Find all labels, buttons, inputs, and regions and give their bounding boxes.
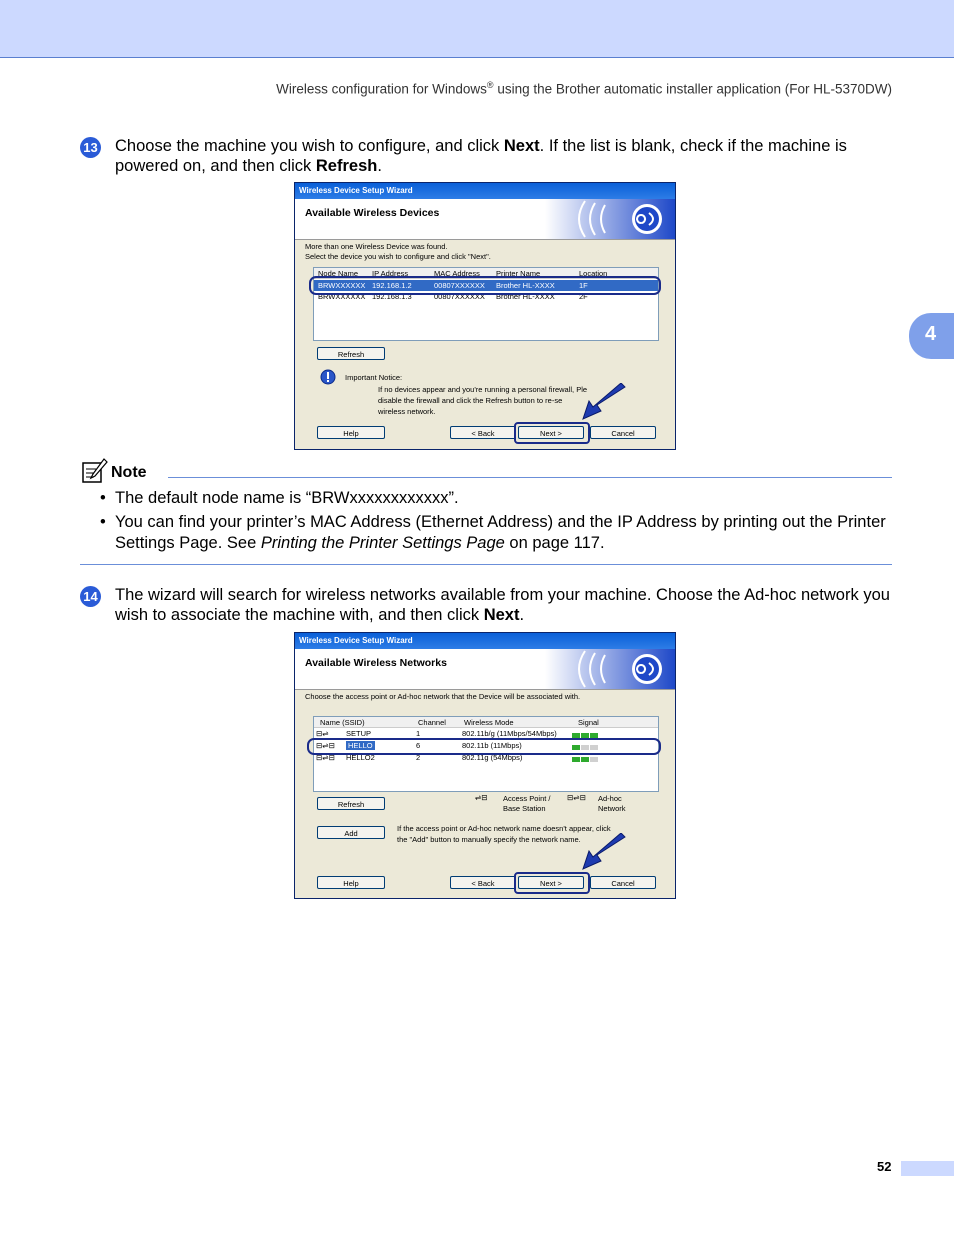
refresh-button[interactable]: Refresh — [317, 797, 385, 810]
intro-line-1: More than one Wireless Device was found. — [305, 242, 448, 251]
dialog-title-bar: Wireless Device Setup Wizard — [295, 183, 675, 199]
dialog-header — [295, 199, 675, 240]
dialog-heading: Available Wireless Networks — [305, 657, 447, 669]
arrow-pointer-icon — [577, 383, 629, 423]
legend-base-station: Base Station — [503, 804, 546, 813]
intro-line-2: Select the device you wish to configure and click "Next". — [305, 252, 491, 261]
chapter-number: 4 — [925, 323, 937, 345]
dialog-title-bar: Wireless Device Setup Wizard — [295, 633, 675, 649]
highlight-ring — [307, 738, 661, 755]
next-button[interactable]: Next > — [518, 426, 584, 439]
bold-next: Next — [483, 605, 520, 624]
column-ssid[interactable]: Name (SSID) — [320, 718, 365, 727]
network-row[interactable]: ⊟⇌ SETUP 1 802.11b/g (11Mbps/54Mbps) — [314, 728, 658, 739]
hint-line-1: If the access point or Ad-hoc network name doesn't appear, click — [397, 824, 611, 833]
refresh-button[interactable]: Refresh — [317, 347, 385, 360]
network-list-header — [314, 717, 658, 728]
column-ip-address[interactable]: IP Address — [372, 269, 409, 278]
wireless-logo-icon — [545, 199, 675, 239]
column-signal[interactable]: Signal — [578, 718, 599, 727]
legend-network: Network — [598, 804, 626, 813]
running-header-text: Wireless configuration for Windows — [276, 81, 487, 97]
column-wireless-mode[interactable]: Wireless Mode — [464, 718, 514, 727]
page-number-bar — [901, 1161, 954, 1176]
running-header-text-2: using the Brother automatic installer application (For HL-5370DW) — [493, 81, 892, 97]
next-button-ring — [514, 422, 590, 444]
device-row-selected[interactable]: BRWXXXXXX 192.168.1.2 00807XXXXXX Brother HL-XXXX 1F — [314, 280, 658, 291]
dialog-header — [295, 649, 675, 690]
bold-refresh: Refresh — [315, 156, 378, 175]
page-number: 52 — [877, 1159, 892, 1174]
legend-access-point: Access Point / — [503, 794, 551, 803]
chapter-tab — [909, 313, 954, 359]
cancel-button[interactable]: Cancel — [590, 876, 656, 889]
back-button[interactable]: < Back — [450, 426, 516, 439]
note-header — [80, 458, 892, 480]
notice-title: Important Notice: — [345, 373, 403, 382]
running-header — [276, 80, 892, 97]
notice-line-3: wireless network. — [378, 407, 436, 416]
adhoc-network-icon: ⊟⇌⊟ — [316, 741, 335, 750]
legend-adhoc: Ad-hoc — [598, 794, 622, 803]
wireless-logo-icon — [545, 649, 675, 689]
column-node-name[interactable]: Node Name — [318, 269, 359, 278]
device-row[interactable]: BRWXXXXXX 192.168.1.3 00807XXXXXX Brother HL-XXXX 2F — [318, 292, 588, 301]
help-button[interactable]: Help — [317, 426, 385, 439]
step-13-text: Choose the machine you wish to configure, and click Next. If the list is blank, check if the machine is powered on, and then click Refresh. — [115, 137, 847, 175]
note-item: • The default node name is “BRWxxxxxxxxxxxx”. — [100, 488, 890, 510]
note-label: Note — [111, 464, 147, 481]
access-point-icon: ⊟⇌ — [316, 729, 329, 738]
step-number-14: 14 — [80, 586, 101, 607]
step-number-13: 13 — [80, 137, 101, 158]
registered-mark: ® — [486, 80, 494, 90]
adhoc-network-icon: ⊟⇌⊟ — [316, 753, 335, 762]
cross-reference-link[interactable]: Printing the Printer Settings Page — [260, 534, 505, 552]
next-button[interactable]: Next > — [518, 876, 584, 889]
cancel-button[interactable]: Cancel — [590, 426, 656, 439]
network-row-selected[interactable]: ⊟⇌⊟ HELLO 6 802.11b (11Mbps) — [314, 740, 658, 751]
note-item: • You can find your printer’s MAC Address (Ethernet Address) and the IP Address by printing out the Printer Settings Page. See Printing the Printer Settings Page on page 117. — [100, 512, 890, 555]
wireless-devices-dialog — [294, 182, 676, 450]
column-channel[interactable]: Channel — [418, 718, 446, 727]
step-14-text: The wizard will search for wireless networks available from your machine. Choose the Ad-hoc network you wish to associate the machine with, and then click Next. — [115, 586, 890, 624]
top-header-band — [0, 0, 954, 58]
network-row[interactable]: ⊟⇌⊟ HELLO2 2 802.11g (54Mbps) — [314, 752, 658, 763]
signal-strength — [572, 731, 600, 736]
notice-line-1: If no devices appear and you're running a personal firewall, Ple — [378, 385, 588, 394]
wireless-networks-dialog — [294, 632, 676, 899]
column-mac-address[interactable]: MAC Address — [434, 269, 480, 278]
note-pencil-icon — [80, 458, 108, 484]
help-button[interactable]: Help — [317, 876, 385, 889]
note-list — [100, 488, 890, 557]
add-button[interactable]: Add — [317, 826, 385, 839]
back-button[interactable]: < Back — [450, 876, 516, 889]
signal-strength — [572, 755, 600, 760]
step-13 — [80, 137, 895, 176]
intro-line: Choose the access point or Ad-hoc network that the Device will be associated with. — [305, 692, 581, 701]
warning-icon — [320, 369, 336, 385]
notice-line-2: disable the firewall and click the Refresh button to re-se — [378, 396, 563, 405]
hint-line-2: the "Add" button to manually specify the network name. — [397, 835, 581, 844]
note-rule-bottom — [80, 564, 892, 565]
adhoc-legend-icon: ⊟⇌⊟ — [567, 793, 586, 802]
bold-next: Next — [503, 137, 540, 155]
step-14 — [80, 586, 895, 625]
highlight-ring — [309, 276, 661, 295]
column-location[interactable]: Location — [579, 269, 608, 278]
next-button-ring — [514, 872, 590, 894]
access-point-legend-icon: ⇌⊟ — [475, 793, 488, 802]
column-printer-name[interactable]: Printer Name — [496, 269, 541, 278]
arrow-pointer-icon — [577, 833, 629, 873]
dialog-heading: Available Wireless Devices — [305, 207, 440, 219]
note-rule-top — [168, 477, 892, 478]
